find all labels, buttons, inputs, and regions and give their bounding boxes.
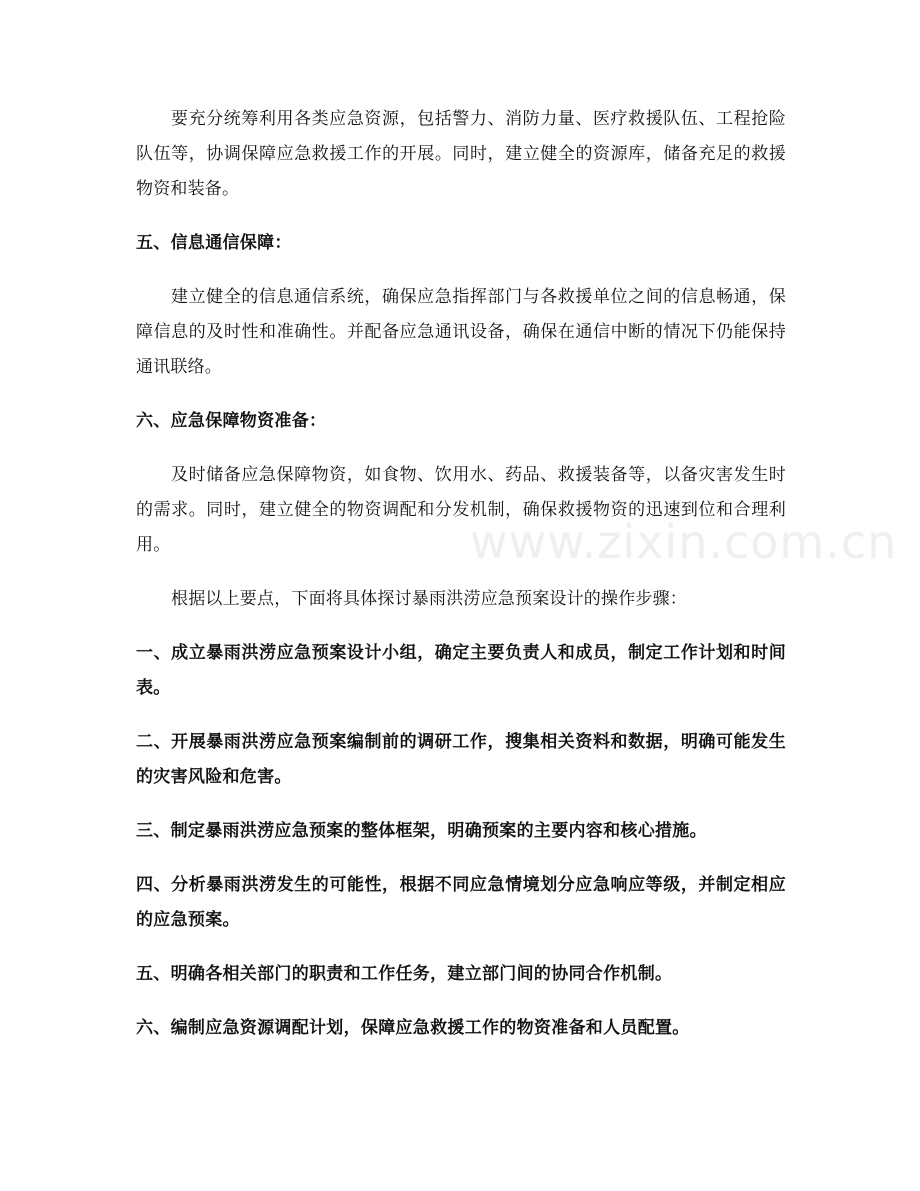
step-item-6: 六、编制应急资源调配计划，保障应急救援工作的物资准备和人员配置。 <box>136 1018 690 1038</box>
paragraph-supplies: 及时储备应急保障物资，如食物、饮用水、药品、救援装备等，以备灾害发生时的需求。同时，建立健全的物资调配和分发机制，确保救援物资的迅速到位和合理利用。 <box>136 465 786 555</box>
document-body <box>136 102 786 1065</box>
step-item-4: 四、分析暴雨洪涝发生的可能性，根据不同应急情境划分应急响应等级，并制定相应的应急预案。 <box>136 875 786 930</box>
step-item-5: 五、明确各相关部门的职责和工作任务，建立部门间的协同合作机制。 <box>136 964 673 984</box>
watermark-text: www.zixin.com.cn <box>470 515 898 569</box>
step-item-1: 一、成立暴雨洪涝应急预案设计小组，确定主要负责人和成员，制定工作计划和时间表。 <box>136 643 786 698</box>
section-heading-communication: 五、信息通信保障： <box>136 233 292 253</box>
paragraph-intro-steps: 根据以上要点，下面将具体探讨暴雨洪涝应急预案设计的操作步骤： <box>171 589 687 609</box>
section-heading-supplies: 六、应急保障物资准备： <box>136 411 327 431</box>
paragraph-communication: 建立健全的信息通信系统，确保应急指挥部门与各救援单位之间的信息畅通，保障信息的及时性和准确性。并配备应急通讯设备，确保在通信中断的情况下仍能保持通讯联络。 <box>136 287 786 377</box>
paragraph-resources: 要充分统筹利用各类应急资源，包括警力、消防力量、医疗救援队伍、工程抢险队伍等，协调保障应急救援工作的开展。同时，建立健全的资源库，储备充足的救援物资和装备。 <box>136 109 786 199</box>
step-item-3: 三、制定暴雨洪涝应急预案的整体框架，明确预案的主要内容和核心措施。 <box>136 821 707 841</box>
step-item-2: 二、开展暴雨洪涝应急预案编制前的调研工作，搜集相关资料和数据，明确可能发生的灾害风险和危害。 <box>136 732 786 787</box>
